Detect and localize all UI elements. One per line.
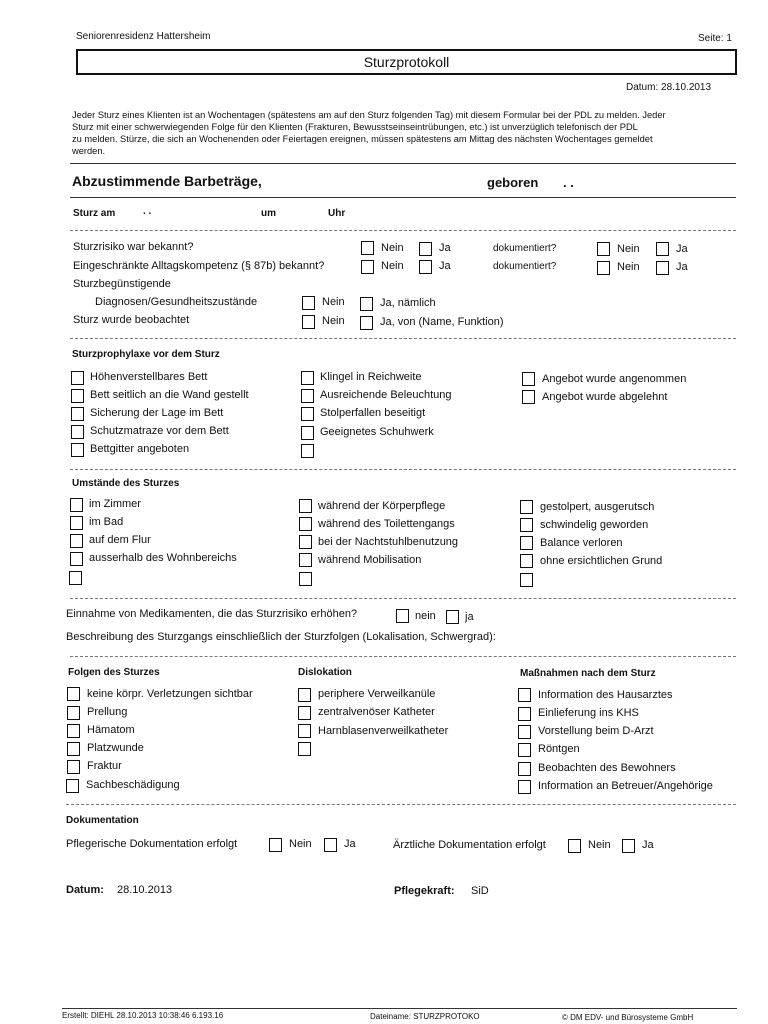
footer-created: Erstellt: DIEHL 28.10.2013 10:38:46 6.193.16 xyxy=(62,1011,224,1020)
observed-nein-checkbox[interactable] xyxy=(302,315,315,329)
prophylaxis-item: Bett seitlich an die Wand gestellt xyxy=(90,389,249,401)
circumstance-item: schwindelig geworden xyxy=(540,519,649,531)
circumstance-outside-checkbox[interactable] xyxy=(70,552,83,566)
fall-date-value: . . xyxy=(143,206,152,217)
prophylaxis-wall-checkbox[interactable] xyxy=(71,389,84,403)
measure-gp-checkbox[interactable] xyxy=(518,688,531,702)
nursing-doc-nein-checkbox[interactable] xyxy=(269,838,282,852)
circumstance-hallway-checkbox[interactable] xyxy=(70,534,83,548)
nein-label: Nein xyxy=(588,839,611,851)
measure-inform-relatives-checkbox[interactable] xyxy=(518,780,531,794)
documented-label: dokumentiert? xyxy=(493,261,557,272)
medical-doc-ja-checkbox[interactable] xyxy=(622,839,635,853)
medication-nein-checkbox[interactable] xyxy=(396,609,409,623)
prophylaxis-item: Angebot wurde angenommen xyxy=(542,373,687,385)
institution-name: Seniorenresidenz Hattersheim xyxy=(76,31,211,42)
consequence-item: Platzwunde xyxy=(87,742,144,754)
footer-divider xyxy=(62,1008,737,1009)
prophylaxis-tripping-checkbox[interactable] xyxy=(301,407,314,421)
signature-date-value: 28.10.2013 xyxy=(117,884,173,896)
intro-line: werden. xyxy=(72,146,106,156)
observed-ja-checkbox[interactable] xyxy=(360,316,373,330)
consequence-item: Hämatom xyxy=(87,724,135,736)
prophylaxis-item: Sicherung der Lage im Bett xyxy=(90,407,224,419)
prophylaxis-item: Bettgitter angeboten xyxy=(90,443,190,455)
risk-known-ja-checkbox[interactable] xyxy=(419,242,432,256)
prophylaxis-item: Schutzmatraze vor dem Bett xyxy=(90,425,229,437)
favoring-ja-checkbox[interactable] xyxy=(360,297,373,311)
measures-title: Maßnahmen nach dem Sturz xyxy=(520,668,656,679)
circumstances-title: Umstände des Sturzes xyxy=(72,478,180,489)
prophylaxis-position-checkbox[interactable] xyxy=(71,407,84,421)
prophylaxis-item: Angebot wurde abgelehnt xyxy=(542,391,668,403)
dislocation-bladder-checkbox[interactable] xyxy=(298,724,311,738)
fall-hour-label: Uhr xyxy=(328,208,346,219)
born-value: . . xyxy=(563,175,574,190)
page-number: Seite: 1 xyxy=(698,33,732,44)
header-date: Datum: 28.10.2013 xyxy=(626,82,712,93)
dislocation-title: Dislokation xyxy=(298,667,352,678)
prophylaxis-light-checkbox[interactable] xyxy=(301,389,314,403)
circumstance-item: während des Toilettengangs xyxy=(318,518,455,530)
divider xyxy=(70,197,736,198)
dislocation-item: Harnblasenverweilkatheter xyxy=(318,725,449,737)
circumstance-other-1-checkbox[interactable] xyxy=(69,571,82,585)
dislocation-central-checkbox[interactable] xyxy=(298,706,311,720)
nein-label: Nein xyxy=(289,838,312,850)
dislocation-peripheral-checkbox[interactable] xyxy=(298,688,311,702)
nursing-doc-ja-checkbox[interactable] xyxy=(324,838,337,852)
consequence-damage-checkbox[interactable] xyxy=(66,779,79,793)
medication-question: Einnahme von Medikamenten, die das Sturzrisiko erhöhen? xyxy=(66,608,358,620)
documented-label: dokumentiert? xyxy=(493,243,557,254)
consequence-hematoma-checkbox[interactable] xyxy=(67,724,80,738)
circumstance-room-checkbox[interactable] xyxy=(70,498,83,512)
prophylaxis-bed-checkbox[interactable] xyxy=(71,371,84,385)
ja-label: Ja xyxy=(676,243,688,255)
circumstance-mobilisation-checkbox[interactable] xyxy=(299,553,312,567)
observed-question: Sturz wurde beobachtet xyxy=(73,314,190,326)
nurse-value: SiD xyxy=(471,885,489,897)
circumstance-item: auf dem Flur xyxy=(89,534,151,546)
prophylaxis-bedrail-checkbox[interactable] xyxy=(71,443,84,457)
page-title: Sturzprotokoll xyxy=(363,54,450,70)
circumstance-other-3-checkbox[interactable] xyxy=(520,573,533,587)
prophylaxis-title: Sturzprophylaxe vor dem Sturz xyxy=(72,349,220,360)
prophylaxis-item: Höhenverstellbares Bett xyxy=(90,371,208,383)
competence-documented-ja-checkbox[interactable] xyxy=(656,261,669,275)
consequence-laceration-checkbox[interactable] xyxy=(67,742,80,756)
fall-time-at-label: um xyxy=(261,208,276,219)
circumstance-item: im Zimmer xyxy=(89,498,141,510)
ja-label: Ja xyxy=(439,260,451,272)
offer-accepted-checkbox[interactable] xyxy=(522,372,535,386)
measure-item: Vorstellung beim D-Arzt xyxy=(538,725,654,737)
title-box xyxy=(76,49,737,75)
ja-label: Ja xyxy=(642,839,654,851)
intro-text xyxy=(72,109,732,157)
circumstance-item: gestolpert, ausgerutsch xyxy=(540,501,655,513)
measure-xray-checkbox[interactable] xyxy=(518,743,531,757)
prophylaxis-other-checkbox[interactable] xyxy=(301,444,314,458)
nein-label: Nein xyxy=(322,296,345,308)
fall-description-label: Beschreibung des Sturzgangs einschließlich der Sturzfolgen (Lokalisation, Schwergrad): xyxy=(66,631,496,643)
circumstance-tripped-checkbox[interactable] xyxy=(520,500,533,514)
ja-label: Ja xyxy=(344,838,356,850)
circumstance-hygiene-checkbox[interactable] xyxy=(299,499,312,513)
measure-d-arzt-checkbox[interactable] xyxy=(518,725,531,739)
medical-doc-nein-checkbox[interactable] xyxy=(568,839,581,853)
competence-documented-nein-checkbox[interactable] xyxy=(597,261,610,275)
circumstance-bath-checkbox[interactable] xyxy=(70,516,83,530)
documentation-title: Dokumentation xyxy=(66,815,139,826)
footer-filename: Dateiname: STURZPROTOKO xyxy=(370,1012,480,1021)
circumstance-item: während der Körperpflege xyxy=(318,500,446,512)
consequence-item: Sachbeschädigung xyxy=(86,779,180,791)
nein-label: Nein xyxy=(322,315,345,327)
circumstance-item: ausserhalb des Wohnbereichs xyxy=(89,552,237,564)
divider xyxy=(70,656,736,657)
measure-hospital-checkbox[interactable] xyxy=(518,707,531,721)
signature-date-label: Datum: xyxy=(66,884,104,896)
consequence-none-checkbox[interactable] xyxy=(67,687,80,701)
favoring-label-2: Diagnosen/Gesundheitszustände xyxy=(95,296,258,308)
circumstance-item: während Mobilisation xyxy=(318,554,422,566)
fall-date-label: Sturz am xyxy=(73,208,116,219)
dislocation-other-checkbox[interactable] xyxy=(298,742,311,756)
prophylaxis-item: Stolperfallen beseitigt xyxy=(320,407,426,419)
prophylaxis-bell-checkbox[interactable] xyxy=(301,371,314,385)
offer-declined-checkbox[interactable] xyxy=(522,390,535,404)
divider xyxy=(70,469,736,470)
favoring-label-1: Sturzbegünstigende xyxy=(73,278,171,290)
competence-question: Eingeschränkte Alltagskompetenz (§ 87b) bekannt? xyxy=(73,260,325,272)
risk-documented-nein-checkbox[interactable] xyxy=(597,242,610,256)
prophylaxis-mattress-checkbox[interactable] xyxy=(71,425,84,439)
circumstance-item: im Bad xyxy=(89,516,124,528)
ja-label: ja xyxy=(465,611,474,623)
consequence-item: keine körpr. Verletzungen sichtbar xyxy=(87,688,253,700)
risk-known-question: Sturzrisiko war bekannt? xyxy=(73,241,194,253)
nein-label: Nein xyxy=(617,261,640,273)
circumstance-item: ohne ersichtlichen Grund xyxy=(540,555,663,567)
consequence-item: Prellung xyxy=(87,706,128,718)
divider xyxy=(70,230,736,231)
dislocation-item: zentralvenöser Katheter xyxy=(318,706,435,718)
divider xyxy=(66,804,736,805)
prophylaxis-item: Ausreichende Beleuchtung xyxy=(320,389,452,401)
circumstance-no-reason-checkbox[interactable] xyxy=(520,554,533,568)
nein-label: Nein xyxy=(617,243,640,255)
nursing-documentation-label: Pflegerische Dokumentation erfolgt xyxy=(66,838,238,850)
nein-label: Nein xyxy=(381,242,404,254)
risk-known-nein-checkbox[interactable] xyxy=(361,241,374,255)
footer-copyright: © DM EDV- und Bürosysteme GmbH xyxy=(562,1013,694,1022)
measure-item: Information des Hausarztes xyxy=(538,689,673,701)
nurse-label: Pflegekraft: xyxy=(394,885,455,897)
measure-item: Information an Betreuer/Angehörige xyxy=(538,780,713,792)
measure-observe-checkbox[interactable] xyxy=(518,762,531,776)
consequence-item: Fraktur xyxy=(87,760,122,772)
consequence-bruise-checkbox[interactable] xyxy=(67,706,80,720)
ja-label: Ja xyxy=(439,242,451,254)
risk-documented-ja-checkbox[interactable] xyxy=(656,242,669,256)
competence-ja-checkbox[interactable] xyxy=(419,260,432,274)
prophylaxis-shoes-checkbox[interactable] xyxy=(301,426,314,440)
circumstance-toilet-checkbox[interactable] xyxy=(299,517,312,531)
intro-line: Sturz mit einer schwerwiegenden Folge für den Klienten (Frakturen, Bewusstseinseintrübungen, etc.) ist unverzüglich telefonisch der PDL xyxy=(72,122,638,132)
intro-line: Jeder Sturz eines Klienten ist an Wochentagen (spätestens am auf den Sturz folgenden Tag) mit diesem Formular bei der PDL zu melden. Jeder xyxy=(72,110,666,120)
nein-label: Nein xyxy=(381,260,404,272)
circumstance-item: bei der Nachtstuhlbenutzung xyxy=(318,536,459,548)
ja-by-label: Ja, von (Name, Funktion) xyxy=(380,316,504,328)
measure-item: Röntgen xyxy=(538,743,580,755)
divider xyxy=(70,163,736,164)
competence-nein-checkbox[interactable] xyxy=(361,260,374,274)
medication-ja-checkbox[interactable] xyxy=(446,610,459,624)
measure-item: Beobachten des Bewohners xyxy=(538,762,676,774)
divider xyxy=(70,338,736,339)
prophylaxis-item: Geeignetes Schuhwerk xyxy=(320,426,434,438)
favoring-nein-checkbox[interactable] xyxy=(302,296,315,310)
dislocation-item: periphere Verweilkanüle xyxy=(318,688,436,700)
measure-item: Einlieferung ins KHS xyxy=(538,707,639,719)
client-name: Abzustimmende Barbeträge, xyxy=(72,173,262,189)
ja-namely-label: Ja, nämlich xyxy=(380,297,436,309)
born-label: geboren xyxy=(487,175,539,190)
nein-label: nein xyxy=(415,610,436,622)
circumstance-other-2-checkbox[interactable] xyxy=(299,572,312,586)
consequence-fracture-checkbox[interactable] xyxy=(67,760,80,774)
medical-documentation-label: Ärztliche Dokumentation erfolgt xyxy=(393,839,546,851)
circumstance-balance-checkbox[interactable] xyxy=(520,536,533,550)
divider xyxy=(70,598,736,599)
consequences-title: Folgen des Sturzes xyxy=(68,667,160,678)
circumstance-commode-checkbox[interactable] xyxy=(299,535,312,549)
circumstance-dizzy-checkbox[interactable] xyxy=(520,518,533,532)
ja-label: Ja xyxy=(676,261,688,273)
prophylaxis-item: Klingel in Reichweite xyxy=(320,371,422,383)
circumstance-item: Balance verloren xyxy=(540,537,623,549)
intro-line: zu melden. Stürze, die sich an Wochenenden oder Feiertagen ereignen, müssen spätestens am Mittag des nächsten Wochentages gemeldet xyxy=(72,134,653,144)
